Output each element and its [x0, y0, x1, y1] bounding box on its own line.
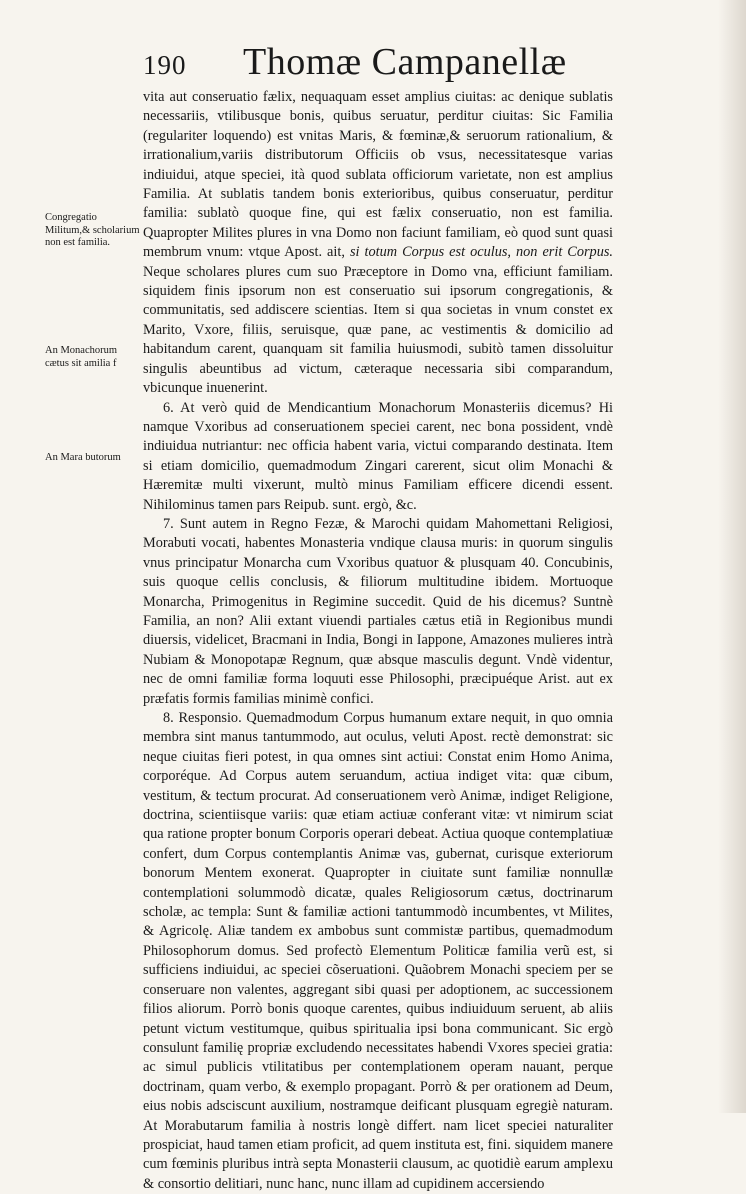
margin-note-monachorum: An Monachorum cætus sit amilia f — [45, 345, 118, 369]
paragraph-6: 6. At verò quid de Mendicantium Monachorum Monasteriis dicemus? Hi namque Vxoribus ad conseruationem speciei carent, nec bona possident, vndè indiuidua nutriantur: nec officia habent varia, victui comparando destinata. Item si etiam domicilio, quemadmodum Zingari carerent, sicut olim Monachi & Hæremitæ multi vixerunt, multò minus Familiam efficere dicendi essent. Nihilominus tamen pars Reipub. sunt. ergò, &c. — [143, 399, 613, 513]
paragraph-7: 7. Sunt autem in Regno Fezæ, & Marochi quidam Mahomettani Religiosi, Morabuti vocati, habentes Monasteria vndique clausa muris: in quorum singulis vnus principatur Monarcha cum Vxoribus quatuor & plusquam 40. Concubinis, suis quoque cellis conclusis, & filiorum multitudine ibidem. Mortuoque Monarcha, Primogenitus in Regimine succedit. Quid de his dicemus? Suntnè Familia, an non? Alii extant viuendi partiales cætus etiã in Regionibus mundi diuersis, videlicet, Bracmani in India, Bongi in Iappone, Amazones mulieres intrà Nubiam & Monopotapæ Regnum, quæ absque masculis degunt. Vndè videntur, nec de omni familiæ forma loquuti esse Philosophi, præcipuéque Arist. aut ex præfatis formis familias minimè confici. — [143, 515, 613, 707]
page-header — [143, 40, 613, 83]
paragraph-8: 8. Responsio. Quemadmodum Corpus humanum extare nequit, in quo omnia membra sint manus tantummodo, aut oculus, veluti Apost. rectè demonstrat: sic neque ciuitas fieri potest, in qua omnes sint actiui: Constat enim Homo Anima, corporéque. Ad Corpus autem seruandum, actiua indiget vita: quæ cibum, vestitum, & tectum procurat. Ad conseruationem verò Animæ, indiget Religione, doctrina, scientiisque variis: quæ etiam actiuæ conferant vitæ: vt nimirum sciat qua ratione propter bonum Corporis operari debeat. Actiua quoque contemplatiuæ confert, dum Corpus contemplantis Animæ vas, gubernat, curisque exteriorum bonorum Mentem exonerat. Quapropter in ciuitate sunt familiæ nonnullæ contemplationi solummodò dicatæ, quales Religiosorum cætus, doctrinarum scholæ, ac templa: Sunt & familiæ actioni tantummodò incumbentes, vt Milites, & Agricolę. Aliæ tandem ex ambobus sunt commistæ partibus, quemadmodum Philosophorum domus. Sed profectò Elementum Politicæ familia verũ est, si sufficiens indiuidui, ac speciei cõseruationi. Quãobrem Monachi speciem per se conseruare non valentes, aggregant sibi quasi per adoptionem, ac successionem filios aliorum. Porrò bonis quoque carentes, quibus indiuiduum seruent, ab aliis petunt victum vestitumque, quibus spiritualia ipsi bona communicant. Sic ergò consulunt familię propriæ excludendo necessitates habendi Vxores speciei gratia: ac simul publicis vtilitatibus per contemplationem operam nauant, perque doctrinam, quam verbo, & exemplo propagant. Porrò & per orationem ad Deum, eius nobis adsciscunt auxilium, nostramque deificant plusquam egregiè naturam. At Morabutarum familia à nostris longè differt. nam licet speciei naturaliter prospiciat, haud tamen etiam proficit, ad quem instituta est, fini. siquidem manere cum fœminis pluribus intrà septa Monasterii clausum, ac quotidiè earum amplexu & consortio delitiari, nunc hanc, nunc illam ad cupidinem accersiendo — [143, 710, 613, 1192]
running-title: Thomæ Campanellæ — [243, 41, 567, 83]
page-number: 190 — [143, 50, 187, 80]
page-edge-shadow — [718, 0, 746, 1113]
paragraph-text: vita aut conseruatio fælix, nequaquam esset amplius ciuitas: ac denique sublatis necessariis, vtilibusque bonis, quibus seruatur, perditur ciuitas: Sic Familia (regulariter loquendo) est vnitas Maris, & fœminæ,& seruorum rationalium, & irrationalium,variis distributorum Officiis ob vsus, necessitatesque varias indiuidui, atque speciei, ità quod sublata officiorum varietate, non est amplius Familia. At sublatis tandem bonis exterioribus, quibus conseruatur, perditur familia: sublatò quoque fine, qui est fælix conseruatio, non est familia. Quapropter Milites plures in vna Domo non faciunt familiam, eò quod sunt quasi membrum vnum: vtque Apost. ait, — [143, 89, 613, 261]
italic-quotation: si totum Corpus est oculus, non erit Corpus. — [349, 244, 613, 261]
margin-note-congregatio: Congregatio Militum,& scholarium non est familia. — [45, 212, 140, 248]
main-text-column — [143, 88, 613, 1194]
paragraph-text: Neque scholares plures cum suo Præceptore in Domo vna, efficiunt familiam. siquidem finis ipsorum non est conseruatio sui ipsorum congregationis, & communitatis, sed addiscere scientias. Item si qua societas in vnum constet ex Marito, Vxore, filiis, seruisque, quæ pane, ac vestimentis & domicilio ad habitandum carent, quanquam sit familia huiusmodi, subitò tamen dissoluitur singulis abeuntibus ad victum, cæteraque necessaria sibi comparandum, vbicunque inuenerint. — [143, 263, 613, 397]
margin-note-marabutorum: An Mara butorum — [45, 452, 121, 463]
paragraph-continuation — [143, 88, 613, 399]
